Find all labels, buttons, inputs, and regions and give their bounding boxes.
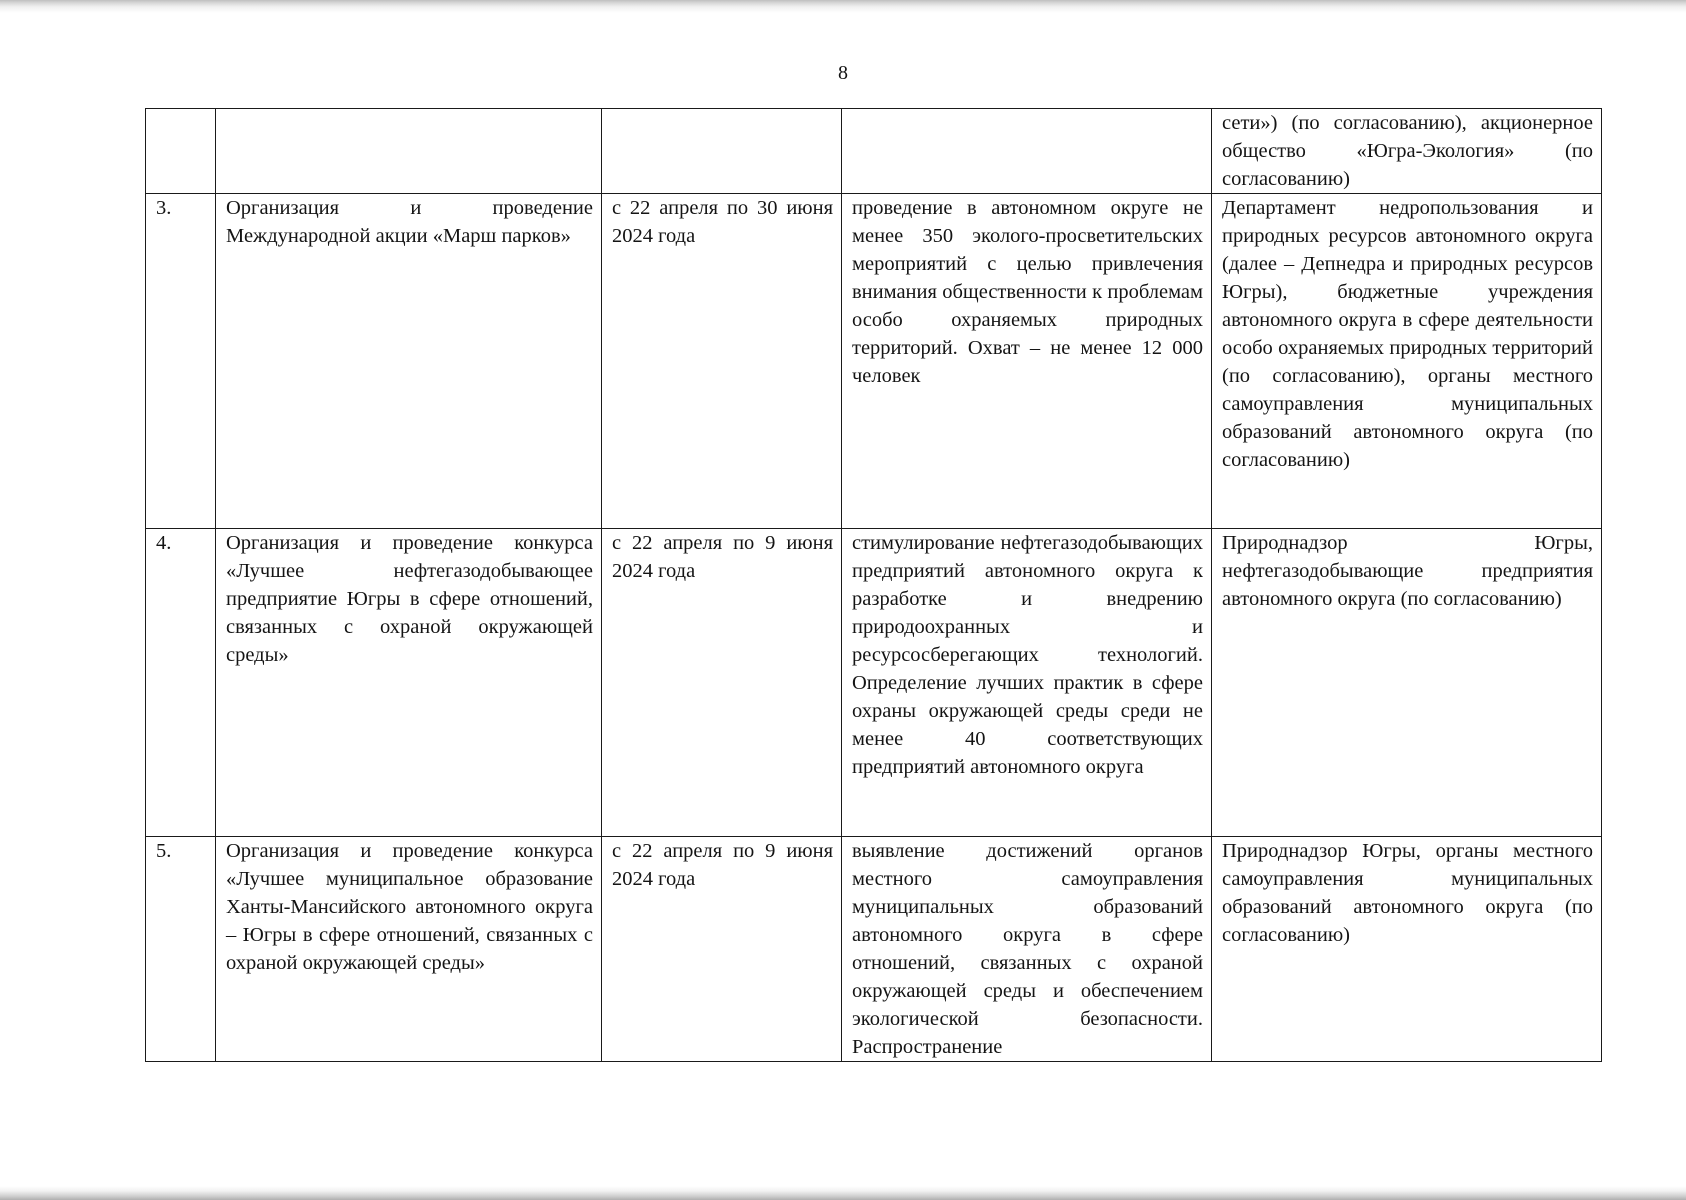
- table-row: [146, 837, 1602, 1062]
- cell-num: 4.: [146, 529, 216, 837]
- activities-table: [145, 108, 1602, 1062]
- cell-event: Организация и проведение Международной акции «Марш парков»: [216, 194, 602, 529]
- cell-result: стимулирование нефтегазодобывающих предприятий автономного округа к разработке и внедрению природоохранных и ресурсосберегающих технологий. Определение лучших практик в сфере охраны окружающей среды среди не менее 40 соответствующих предприятий автономного округа: [842, 529, 1212, 837]
- table-row: [146, 529, 1602, 837]
- cell-event: Организация и проведение конкурса «Лучшее нефтегазодобывающее предприятие Югры в сфере отношений, связанных с охраной окружающей среды»: [216, 529, 602, 837]
- cell-result: проведение в автономном округе не менее 350 эколого-просветительских мероприятий с целью привлечения внимания общественности к проблемам особо охраняемых природных территорий. Охват – не менее 12 000 человек: [842, 194, 1212, 529]
- cell-period: с 22 апреля по 9 июня 2024 года: [602, 837, 842, 1062]
- cell-period: с 22 апреля по 9 июня 2024 года: [602, 529, 842, 837]
- cell-responsible: Природнадзор Югры, органы местного самоуправления муниципальных образований автономного округа (по согласованию): [1212, 837, 1602, 1062]
- scan-edge-bottom: [0, 1186, 1686, 1200]
- cell-responsible: Департамент недропользования и природных ресурсов автономного округа (далее – Депнедра и природных ресурсов Югры), бюджетные учреждения автономного округа в сфере деятельности особо охраняемых природных территорий (по согласованию), органы местного самоуправления муниципальных образований автономного округа (по согласованию): [1212, 194, 1602, 529]
- cell-responsible: сети») (по согласованию), акционерное общество «Югра-Экология» (по согласованию): [1212, 109, 1602, 194]
- cell-num: 3.: [146, 194, 216, 529]
- cell-result: [842, 109, 1212, 194]
- scan-edge-top: [0, 0, 1686, 14]
- cell-num: [146, 109, 216, 194]
- cell-event: [216, 109, 602, 194]
- cell-num: 5.: [146, 837, 216, 1062]
- table-row-continuation: [146, 109, 1602, 194]
- cell-result: выявление достижений органов местного самоуправления муниципальных образований автономного округа в сфере отношений, связанных с охраной окружающей среды и обеспечением экологической безопасности. Распространение: [842, 837, 1212, 1062]
- cell-period: [602, 109, 842, 194]
- cell-responsible: Природнадзор Югры, нефтегазодобывающие предприятия автономного округа (по согласованию): [1212, 529, 1602, 837]
- page-number: 8: [838, 62, 848, 84]
- cell-event: Организация и проведение конкурса «Лучшее муниципальное образование Ханты-Мансийского автономного округа – Югры в сфере отношений, связанных с охраной окружающей среды»: [216, 837, 602, 1062]
- cell-period: с 22 апреля по 30 июня 2024 года: [602, 194, 842, 529]
- table-row: [146, 194, 1602, 529]
